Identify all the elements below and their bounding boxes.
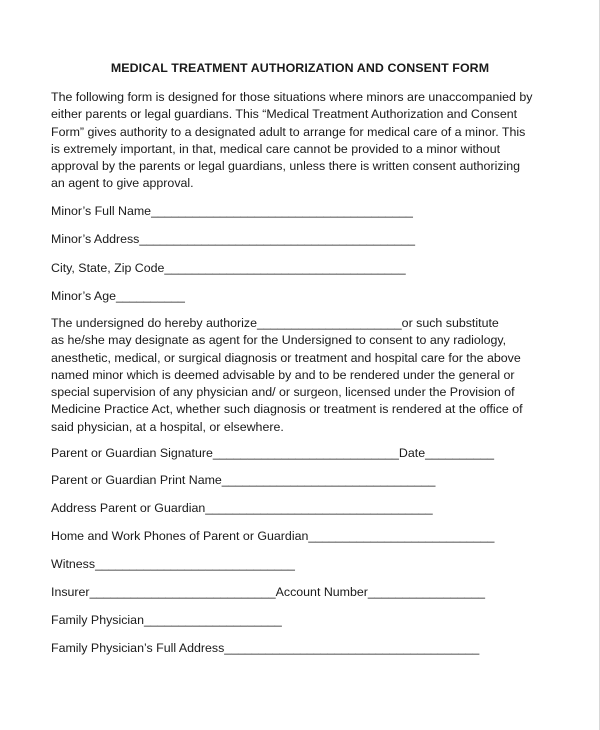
guardian-signature-date-field[interactable]: Parent or Guardian Signature___________________________Date__________ <box>51 446 495 460</box>
family-physician-field[interactable]: Family Physician____________________ <box>51 613 282 627</box>
city-state-zip-field[interactable]: City, State, Zip Code___________________________________ <box>51 261 406 275</box>
intro-line: Form” gives authority to a designated adult to arrange for medical care of a minor. This <box>51 124 526 139</box>
authorization-line: said physician, at a hospital, or elsewhere. <box>51 419 284 434</box>
intro-line: either parents or legal guardians. This “Medical Treatment Authorization and Consent <box>51 107 518 122</box>
witness-field[interactable]: Witness_____________________________ <box>51 557 295 571</box>
insurer-account-number-field[interactable]: Insurer___________________________Account Number_________________ <box>51 585 486 599</box>
guardian-print-name-field[interactable]: Parent or Guardian Print Name_______________________________ <box>51 473 436 487</box>
intro-line: an agent to give approval. <box>51 176 194 191</box>
authorization-line: anesthetic, medical, or surgical diagnosis or treatment and hospital care for the above <box>51 350 521 365</box>
guardian-phones-field[interactable]: Home and Work Phones of Parent or Guardian___________________________ <box>51 529 495 543</box>
minor-address-field[interactable]: Minor’s Address________________________________________ <box>51 232 416 246</box>
minor-full-name-field[interactable]: Minor’s Full Name______________________________________ <box>51 204 413 218</box>
guardian-address-field[interactable]: Address Parent or Guardian_________________________________ <box>51 501 433 515</box>
authorization-line: Medicine Practice Act, whether such diagnosis or treatment is rendered at the office of <box>51 402 523 417</box>
minor-age-field[interactable]: Minor’s Age__________ <box>51 289 185 303</box>
intro-line: approval by the parents or legal guardians, unless there is written consent authorizing <box>51 159 521 174</box>
authorization-paragraph <box>51 315 551 436</box>
authorization-line: as he/she may designate as agent for the Undersigned to consent to any radiology, <box>51 333 507 348</box>
authorization-line: The undersigned do hereby authorize_____________________or such substitute <box>51 316 499 330</box>
family-physician-address-field[interactable]: Family Physician’s Full Address_____________________________________ <box>51 641 480 655</box>
intro-line: The following form is designed for those situations where minors are unaccompanied by <box>51 90 533 104</box>
authorization-line: special supervision of any physician and/ or surgeon, licensed under the Provision of <box>51 385 515 400</box>
intro-paragraph <box>51 89 551 193</box>
intro-line: is extremely important, in that, medical care cannot be provided to a minor without <box>51 141 501 156</box>
form-title: MEDICAL TREATMENT AUTHORIZATION AND CONSENT FORM <box>110 61 490 75</box>
authorization-line: named minor which is deemed advisable by and to be rendered under the general or <box>51 367 515 382</box>
